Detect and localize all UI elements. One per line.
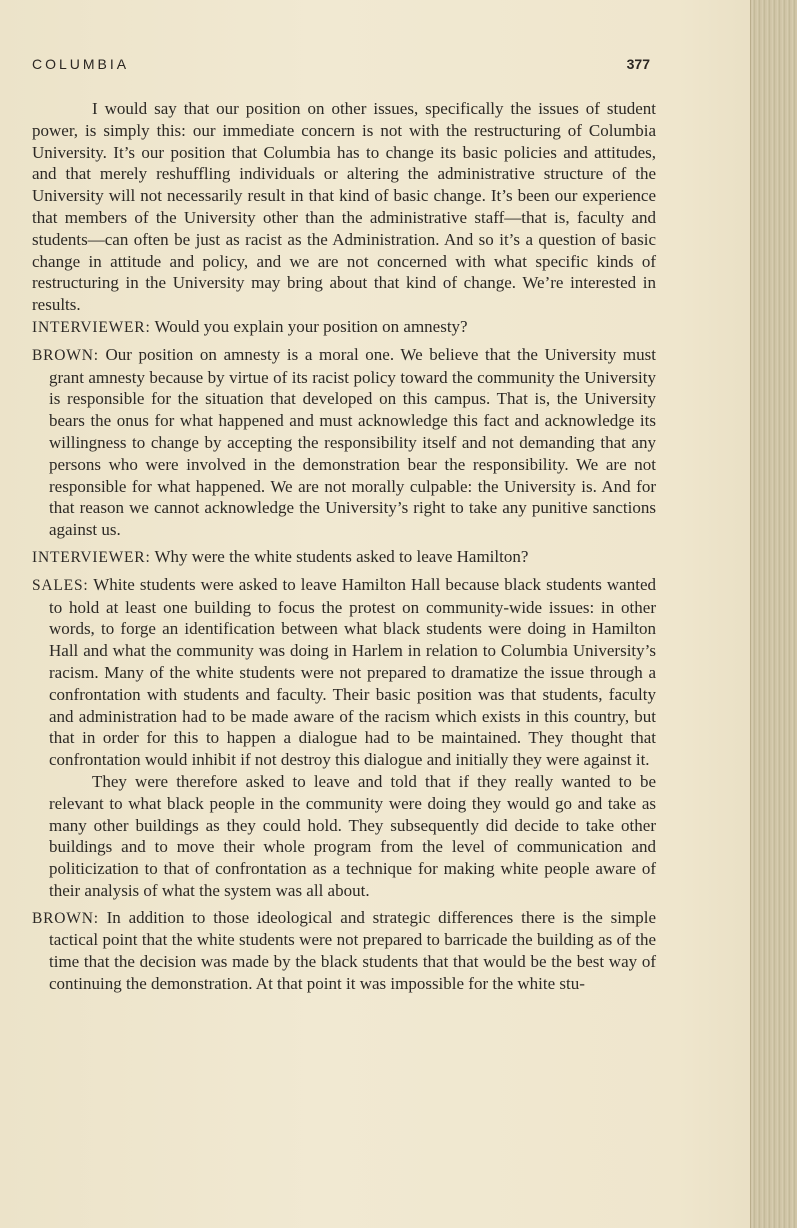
running-head: COLUMBIA xyxy=(32,56,130,72)
speaker-label: SALES: xyxy=(32,576,89,594)
dialogue-text: Our position on amnesty is a moral one. We believe that the University must grant amnesty because by virtue of its racist policy toward the community the University is responsible for the situation that developed on this campus. That is, the University bears the onus for what happened and must acknowledge this fact and acknowledge its willingness to change by accepting the responsibility itself and not demanding that any persons who were involved in the demonstration bear the responsibility. We are not responsible for what happened. We are not morally culpable: the University is. And for that reason we cannot acknowledge the University’s right to take any punitive sanctions against us. xyxy=(49,344,656,540)
dialogue-interviewer-amnesty xyxy=(32,316,656,339)
dialogue-sales-continued xyxy=(32,771,656,902)
dialogue-brown-amnesty xyxy=(32,344,656,541)
page-body xyxy=(32,98,656,1000)
dialogue-text: They were therefore asked to leave and told that if they really wanted to be relevant to what black people in the community were doing they would go and take as many other buildings as they could hold. They subsequently did decide to take other buildings and to move their whole program from the level of communication and politicization to that of confrontation as a technique for making white people aware of their analysis of what the system was all about. xyxy=(49,771,656,900)
speaker-label: BROWN: xyxy=(32,346,99,364)
book-spine-edge xyxy=(750,0,797,1228)
dialogue-text: Why were the white students asked to leave Hamilton? xyxy=(150,546,529,566)
paragraph-text: I would say that our position on other issues, specifically the issues of student power, is simply this: our immediate concern is not with the restructuring of Columbia University. It’s our position that Columbia has to change its basic policies and attitudes, and that merely reshuffling individuals or altering the administrative structure of the University will not necessarily result in that kind of basic change. It’s been our experience that members of the University other than the administrative staff—that is, faculty and students—can often be just as racist as the Administration. And so it’s a question of basic change in attitude and policy, and we are not concerned with what specific kinds of restructuring in the University may bring about that kind of change. We’re interested in results. xyxy=(32,99,656,315)
dialogue-text: In addition to those ideological and strategic differences there is the simple tactical point that the white students were not prepared to barricade the building as of the time that the decision was made by the black students that that would be the best way of continuing the demonstration. At that point it was impossible for the white stu- xyxy=(49,907,656,994)
dialogue-brown-tactical xyxy=(32,907,656,995)
dialogue-interviewer-hamilton xyxy=(32,546,656,569)
page-number: 377 xyxy=(626,56,650,72)
paragraph-restructuring xyxy=(32,98,656,316)
dialogue-sales-hamilton xyxy=(32,574,656,771)
dialogue-text: Would you explain your position on amnesty? xyxy=(150,316,468,336)
dialogue-text: White students were asked to leave Hamilton Hall because black students wanted to hold at least one building to focus the protest on community-wide issues: in other words, to forge an identification between what black students were doing in Hamilton Hall and what the community was doing in Harlem in relation to Columbia University’s racism. Many of the white students were not prepared to dramatize the issue through a confrontation with students and faculty. Their basic position was that students, faculty and administration had to be made aware of the racism which exists in this country, but that in order for this to happen a dialogue had to be maintained. They thought that confrontation would inhibit if not destroy this dialogue and initially they were against it. xyxy=(49,574,656,770)
speaker-label: INTERVIEWER: xyxy=(32,318,151,336)
speaker-label: INTERVIEWER: xyxy=(32,548,151,566)
speaker-label: BROWN: xyxy=(32,909,99,927)
page-header xyxy=(32,56,650,78)
